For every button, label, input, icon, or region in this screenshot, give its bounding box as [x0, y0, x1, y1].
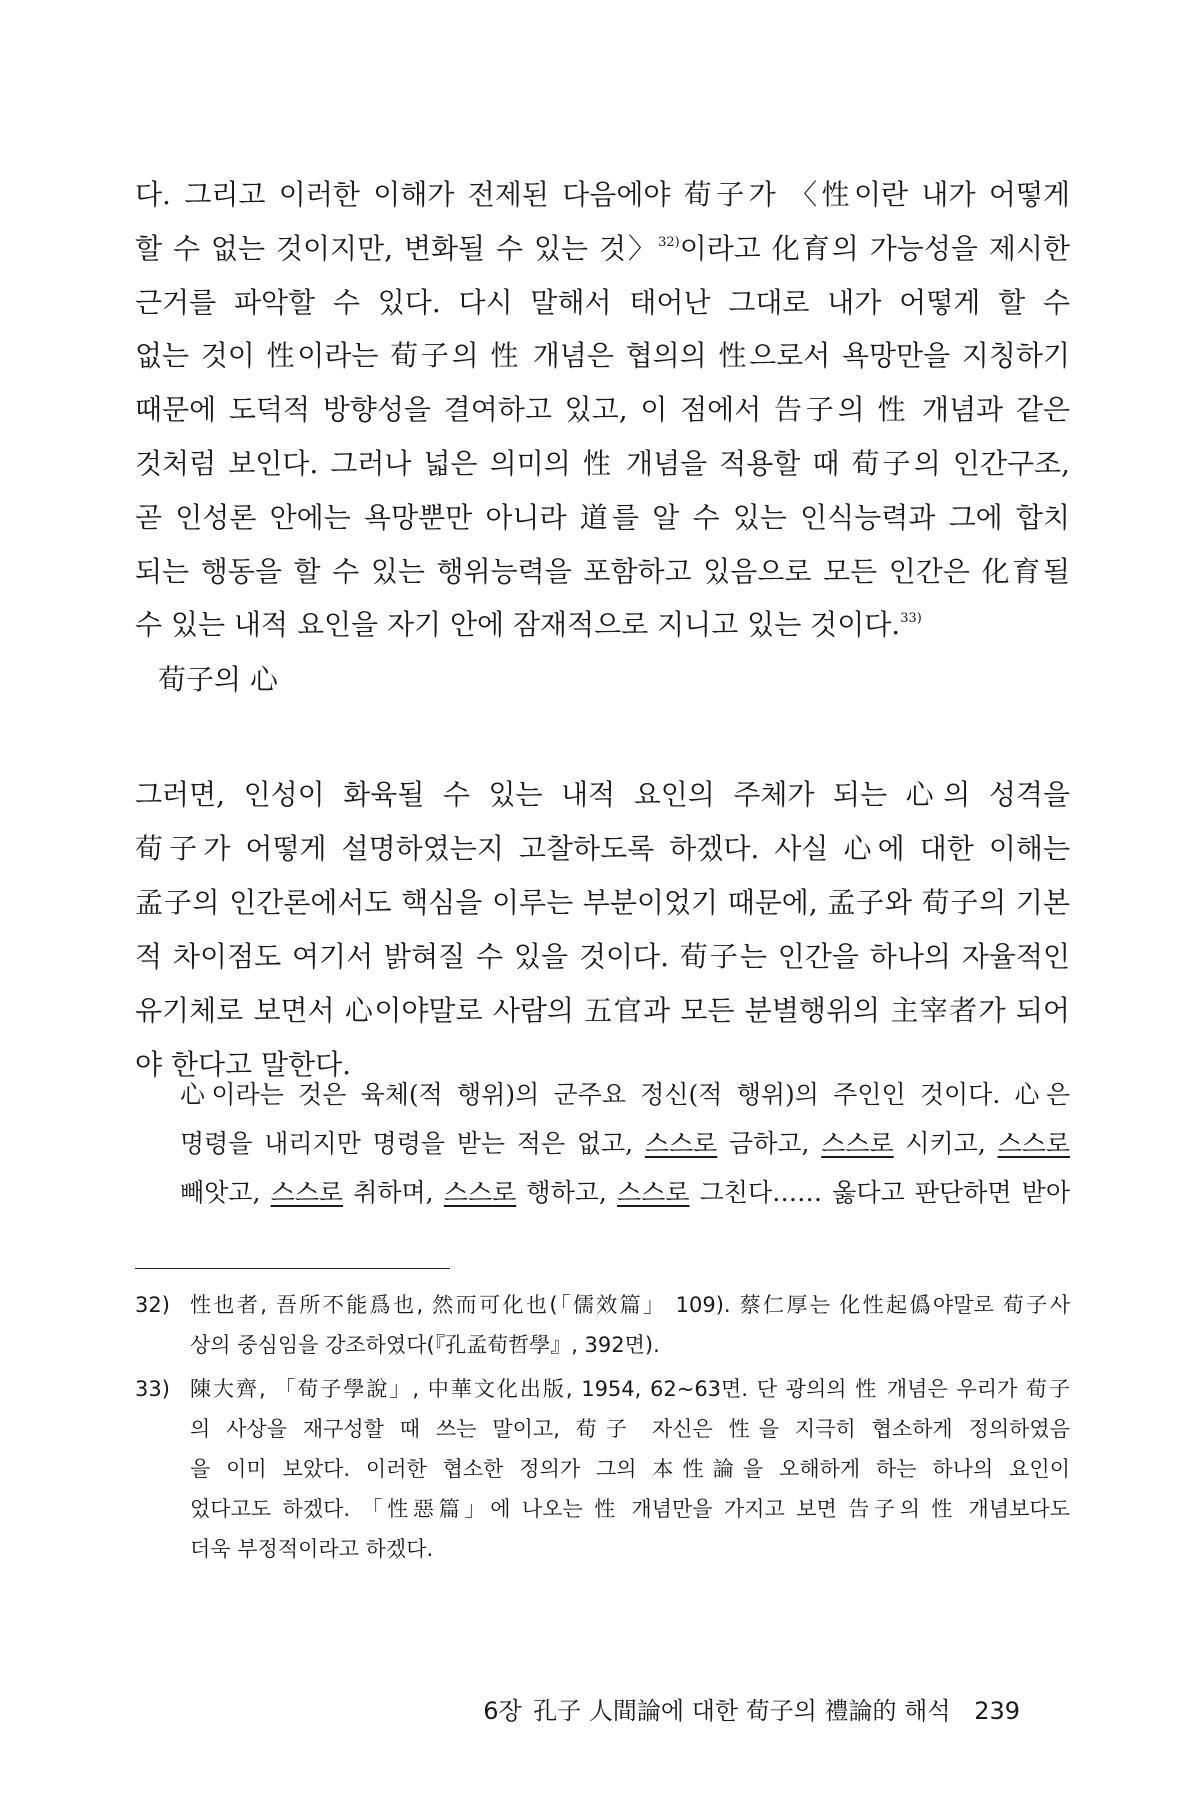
- text-line: 수 있는 내적 요인을 자기 안에 잠재적으로 지니고 있는 것이다.$^{33)}$: [135, 608, 922, 642]
- text-line: 근거를 파악할 수 있다. 다시 말해서 태어난 그대로 내가 어떻게 할 수: [135, 285, 1070, 319]
- quote-line: 명령을 내리지만 명령을 받는 적은 없고, 스스로 금하고, 스스로 시키고, 스스로: [180, 1129, 1070, 1158]
- quote-line: 빼앗고, 스스로 취하며, 스스로 행하고, 스스로 그친다…… 옳다고 판단하면 받아: [180, 1178, 1070, 1207]
- text-line: 없는 것이 性이라는 荀子의 性 개념은 협의의 性으로서 욕망만을 지칭하기: [135, 339, 1070, 373]
- body-paragraph-2: [135, 768, 1070, 1092]
- text-line: 유기체로 보면서 心이야말로 사람의 五官과 모든 분별행위의 主宰者가 되어: [135, 994, 1070, 1027]
- footnote-line: 性也者, 吾所不能爲也, 然而可化也(「儒效篇」 109). 蔡仁厚는 化性起僞야말로 荀子사: [190, 1293, 1070, 1317]
- footnote-number: 33): [135, 1377, 170, 1401]
- footnote-line: 陳大齊, 「荀子學說」, 中華文化出版, 1954, 62~63면. 단 광의의 性 개념은 우리가 荀子: [190, 1377, 1070, 1401]
- footnote-line: 을 이미 보았다. 이러한 협소한 정의가 그의 本性論을 오해하게 하는 하나의 요인이: [190, 1457, 1070, 1481]
- footnotes: [135, 1285, 1070, 1573]
- footnote-divider: [135, 1268, 450, 1269]
- footnote-32: [135, 1285, 1070, 1365]
- footnote-line: 상의 중심임을 강조하였다(『孔孟荀哲學』, 392면).: [190, 1333, 660, 1357]
- footnote-ref-32: 32): [658, 234, 680, 250]
- body-paragraph-1: [135, 168, 1070, 652]
- text-line: 할 수 없는 것이지만, 변화될 수 있는 것〉$^{32)}$이라고 化育의 가능성을 제시한: [135, 231, 1070, 265]
- footer-chapter: 6장: [483, 1697, 522, 1725]
- footnote-line: 의 사상을 재구성할 때 쓰는 말이고, 荀子 자신은 性을 지극히 협소하게 정의하였음: [190, 1417, 1070, 1441]
- text-line: 것처럼 보인다. 그러나 넓은 의미의 性 개념을 적용할 때 荀子의 인간구조,: [135, 446, 1070, 480]
- footnote-ref-33: 33): [900, 611, 922, 627]
- footnote-line: 더욱 부정적이라고 하겠다.: [190, 1537, 434, 1561]
- text-line: 때문에 도덕적 방향성을 결여하고 있고, 이 점에서 告子의 性 개념과 같은: [135, 393, 1070, 427]
- quote-line: 心이라는 것은 육체(적 행위)의 군주요 정신(적 행위)의 주인인 것이다. 心은: [180, 1080, 1070, 1109]
- footnote-line: 었다고도 하겠다. 「性惡篇」에 나오는 性 개념만을 가지고 보면 告子의 性 개념보다도: [190, 1497, 1070, 1521]
- text-line: 되는 행동을 할 수 있는 행위능력을 포함하고 있음으로 모든 인간은 化育될: [135, 554, 1070, 588]
- footer-title: 孔子 人間論에 대한 荀子의 禮論的 해석: [533, 1697, 951, 1725]
- text-line: 다. 그리고 이러한 이해가 전제된 다음에야 荀子가 〈性이란 내가 어떻게: [135, 178, 1070, 211]
- text-line: 야 한다고 말한다.: [135, 1048, 352, 1081]
- text-line: 곧 인성론 안에는 욕망뿐만 아니라 道를 알 수 있는 인식능력과 그에 합치: [135, 500, 1070, 534]
- running-footer: [470, 1693, 1020, 1729]
- footnote-number: 32): [135, 1293, 170, 1317]
- page-number: 239: [974, 1697, 1020, 1725]
- text-line: 적 차이점도 여기서 밝혀질 수 있을 것이다. 荀子는 인간을 하나의 자율적인: [135, 940, 1070, 973]
- block-quote: [180, 1070, 1070, 1217]
- text-line: 荀子가 어떻게 설명하였는지 고찰하도록 하겠다. 사실 心에 대한 이해는: [135, 832, 1070, 865]
- text-line: 孟子의 인간론에서도 핵심을 이루는 부분이었기 때문에, 孟子와 荀子의 기본: [135, 886, 1070, 919]
- footnote-33: [135, 1369, 1070, 1569]
- text-line: 그러면, 인성이 화육될 수 있는 내적 요인의 주체가 되는 心의 성격을: [135, 778, 1070, 811]
- section-heading: 荀子의 心: [158, 663, 278, 696]
